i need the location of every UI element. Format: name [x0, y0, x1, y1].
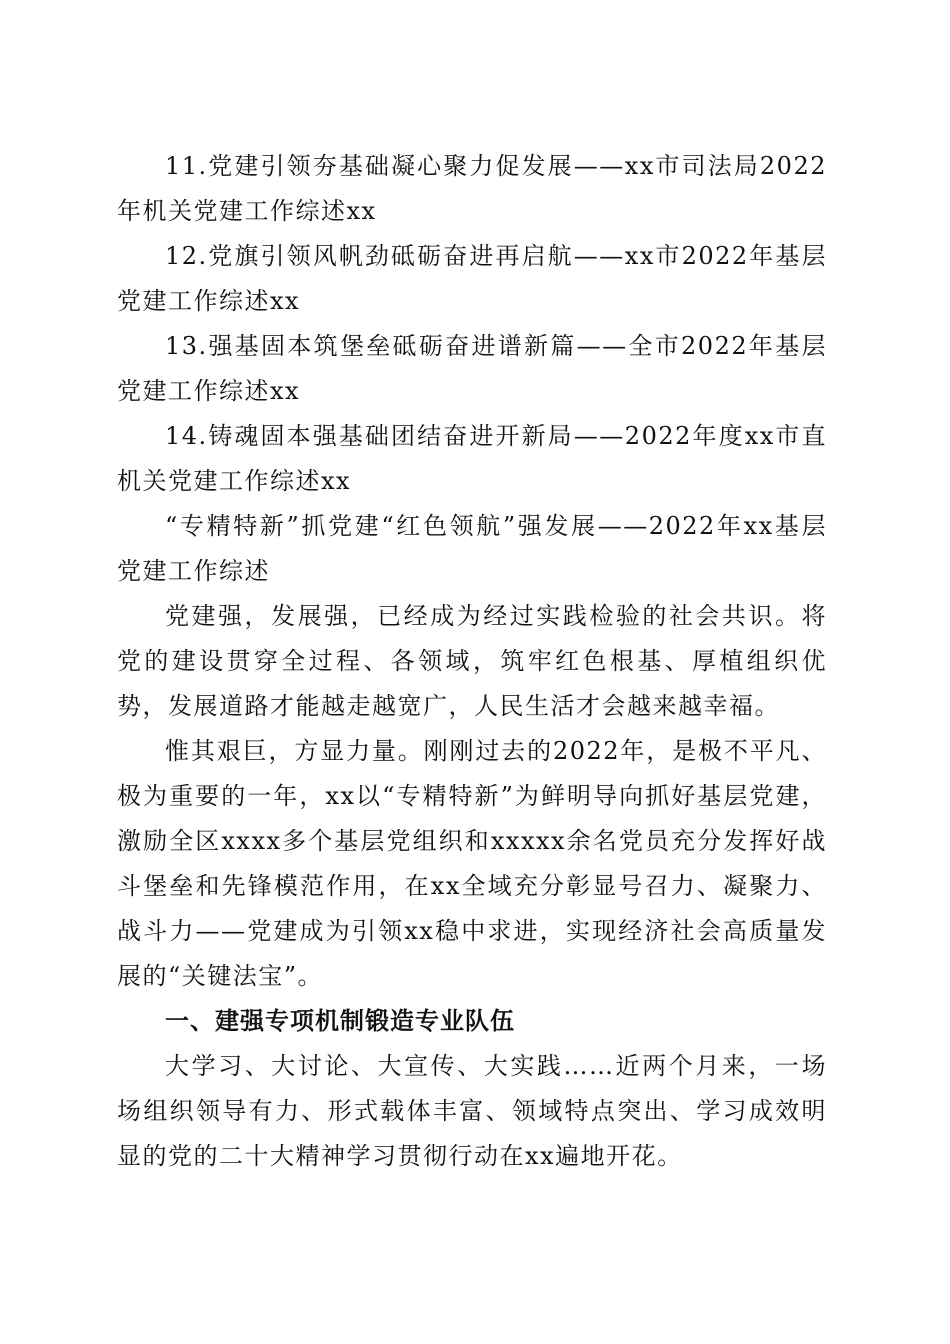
paragraph-overview: 惟其艰巨，方显力量。刚刚过去的2022年，是极不平凡、极为重要的一年，xx以“专精特新”为鲜明导向抓好基层党建，激励全区xxxx多个基层党组织和xxxxx余名党员充分发挥好战斗堡垒和先锋模范作用，在xx全域充分彰显号召力、凝聚力、战斗力——党建成为引领xx稳中求进，实现经济社会高质量发展的“关键法宝”。 — [117, 737, 827, 990]
list-item-13: 13.强基固本筑堡垒砥砺奋进谱新篇——全市2022年基层党建工作综述xx — [117, 332, 827, 405]
article-title: “专精特新”抓党建“红色领航”强发展——2022年xx基层党建工作综述 — [117, 512, 827, 585]
paragraph-intro: 党建强，发展强，已经成为经过实践检验的社会共识。将党的建设贯穿全过程、各领域，筑牢红色根基、厚植组织优势，发展道路才能越走越宽广，人民生活才会越来越幸福。 — [117, 602, 827, 720]
list-item-14: 14.铸魂固本强基础团结奋进开新局——2022年度xx市直机关党建工作综述xx — [117, 422, 827, 495]
list-item-11: 11.党建引领夯基础凝心聚力促发展——xx市司法局2022年机关党建工作综述xx — [117, 152, 827, 225]
paragraph-section-1: 大学习、大讨论、大宣传、大实践……近两个月来，一场场组织领导有力、形式载体丰富、领域特点突出、学习成效明显的党的二十大精神学习贯彻行动在xx遍地开花。 — [117, 1052, 827, 1170]
section-heading-1: 一、建强专项机制锻造专业队伍 — [165, 1007, 515, 1035]
list-item-12: 12.党旗引领风帆劲砥砺奋进再启航——xx市2022年基层党建工作综述xx — [117, 242, 827, 315]
document-body — [117, 144, 827, 1179]
